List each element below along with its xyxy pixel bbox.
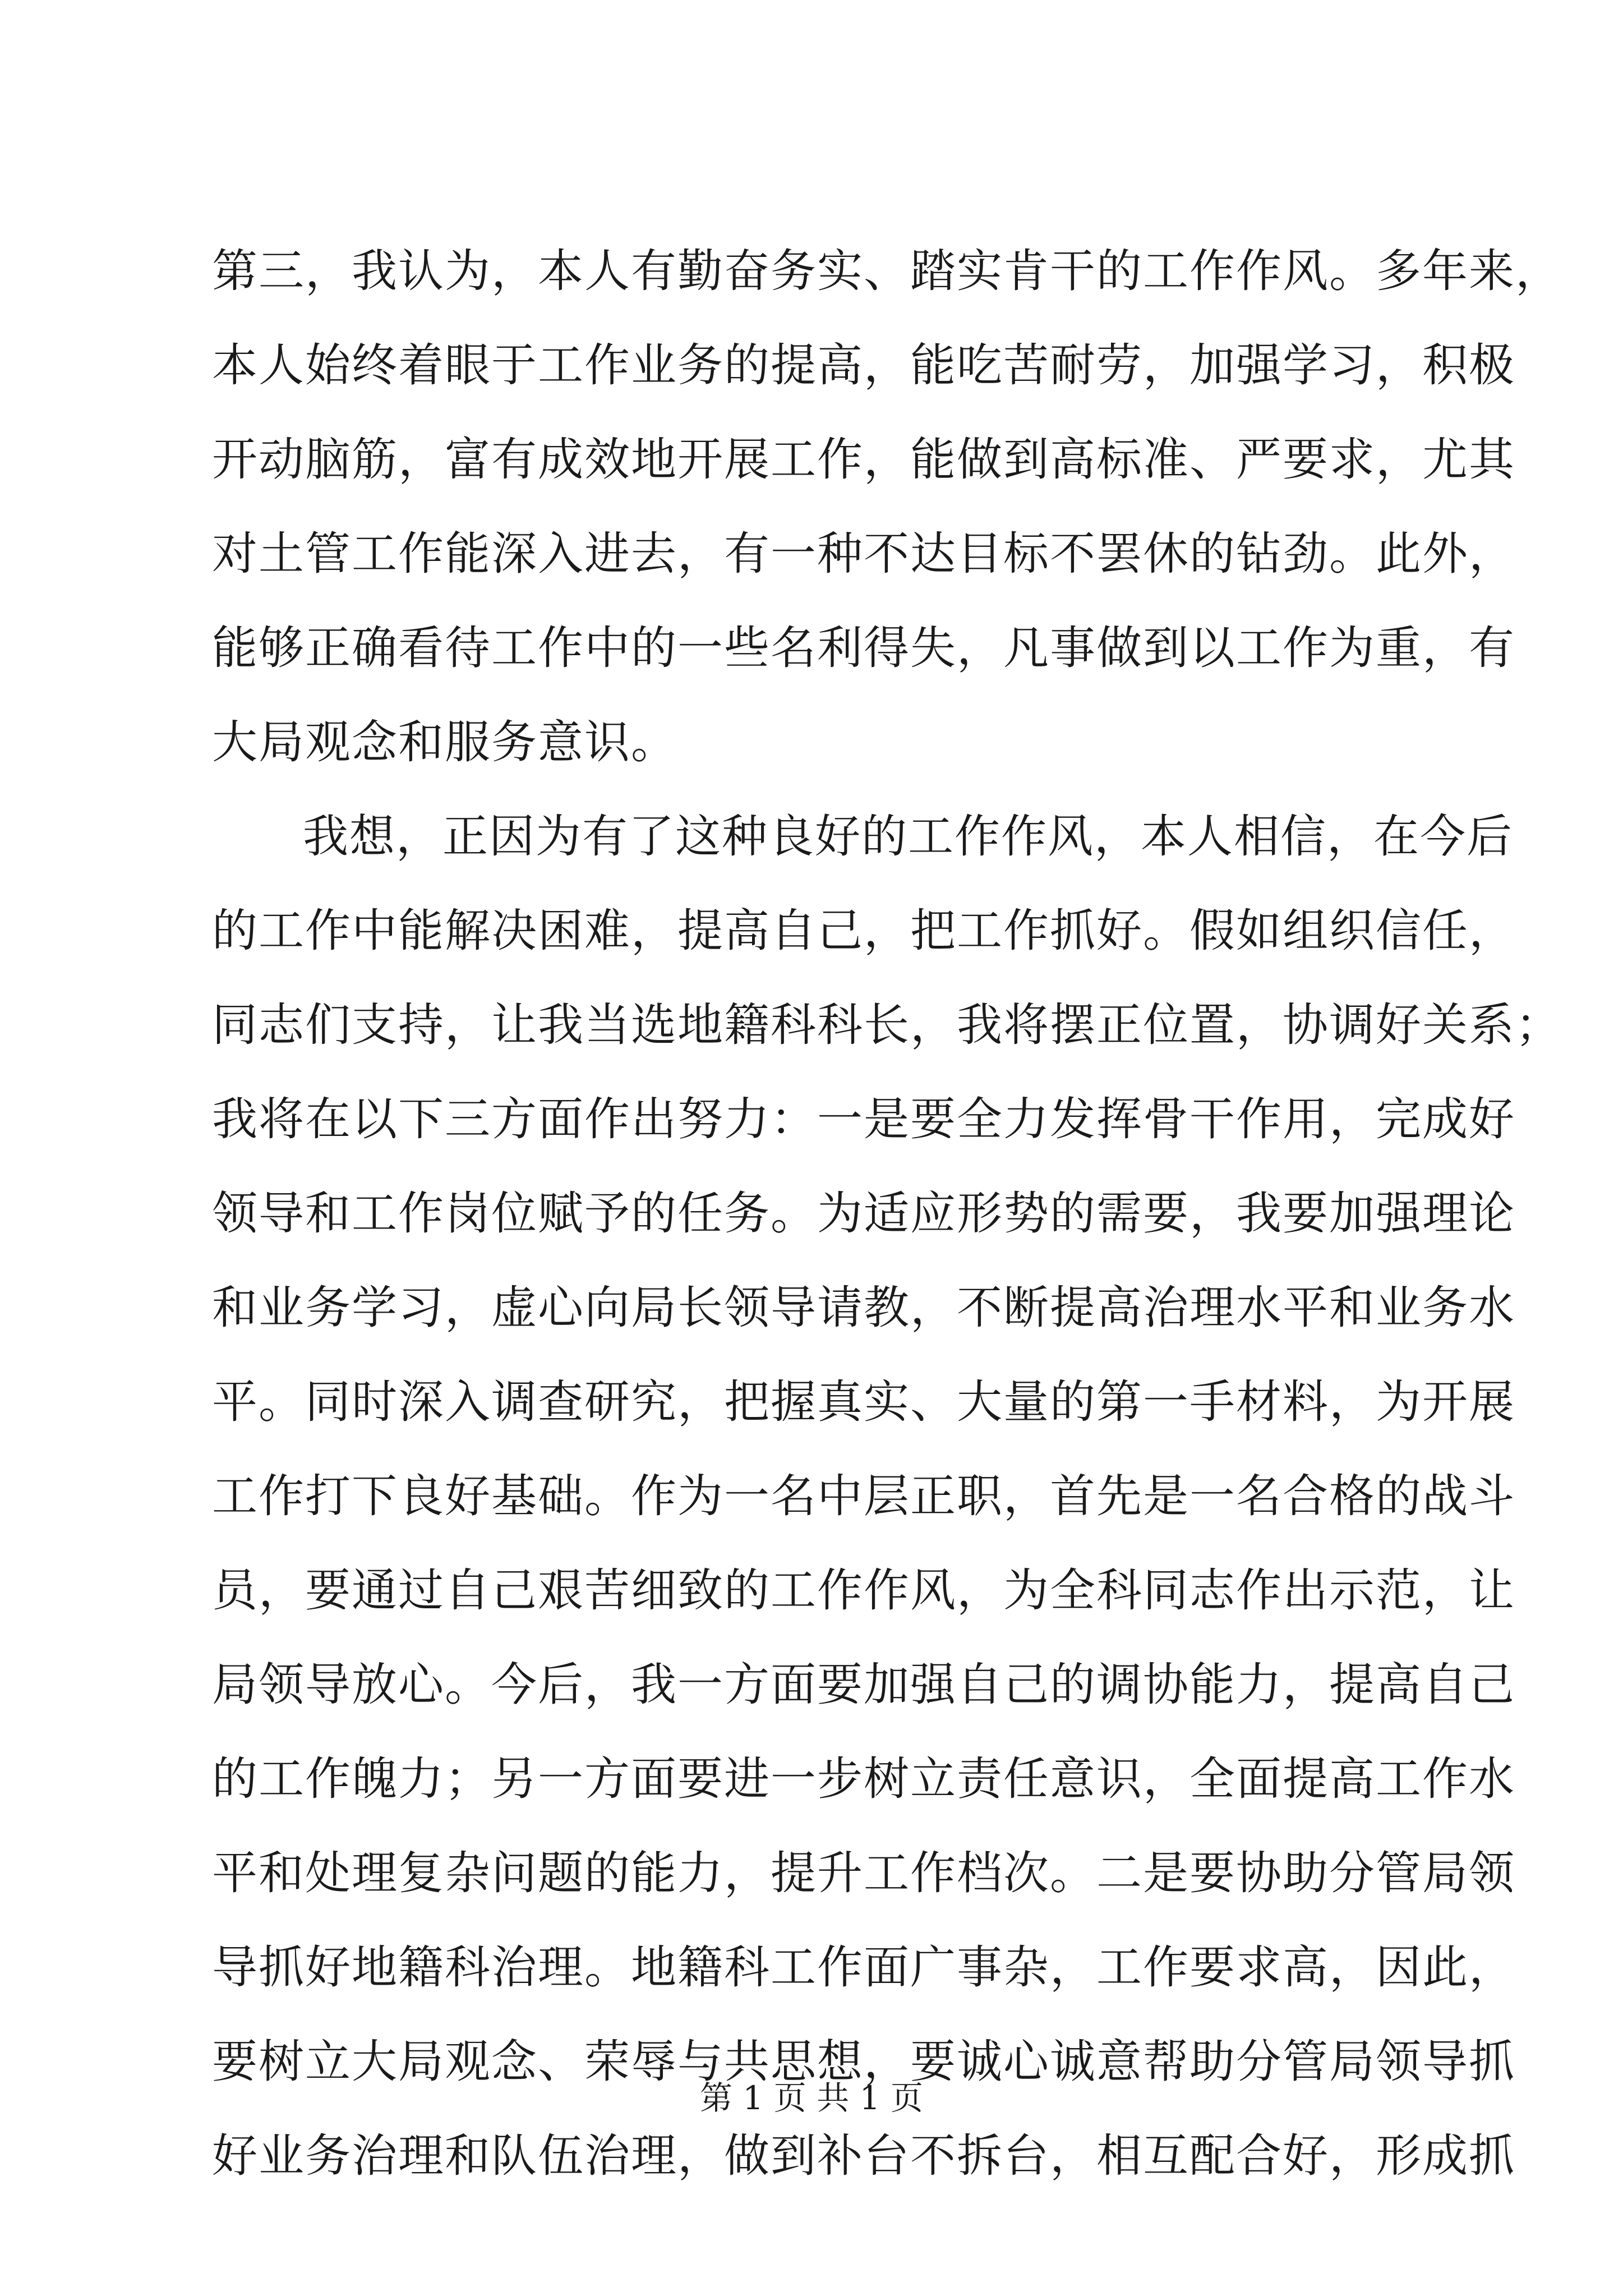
paragraph-2-line-7: 平。同时深入调查研究，把握真实、大量的第一手材料，为开展 bbox=[212, 1376, 1516, 1429]
paragraph-2-line-15: 好业务治理和队伍治理，做到补台不拆台，相互配合好，形成抓 bbox=[212, 2130, 1516, 2183]
paragraph-1-line-6: 大局观念和服务意识。 bbox=[212, 716, 678, 769]
paragraph-2-line-2: 的工作中能解决困难，提高自己，把工作抓好。假如组织信任， bbox=[212, 905, 1516, 958]
paragraph-1-line-2: 本人始终着眼于工作业务的提高，能吃苦耐劳，加强学习，积极 bbox=[212, 339, 1516, 392]
paragraph-1-line-4: 对土管工作能深入进去，有一种不达目标不罢休的钻劲。此外， bbox=[212, 528, 1516, 581]
paragraph-2-line-8: 工作打下良好基础。作为一名中层正职，首先是一名合格的战斗 bbox=[212, 1470, 1516, 1523]
paragraph-1-line-5: 能够正确看待工作中的一些名利得失，凡事做到以工作为重，有 bbox=[212, 622, 1516, 675]
paragraph-1-line-3: 开动脑筋，富有成效地开展工作，能做到高标准、严要求，尤其 bbox=[212, 434, 1516, 486]
paragraph-1-line-1: 第三，我认为，本人有勤奋务实、踏实肯干的工作作风。多年来， bbox=[212, 245, 1562, 298]
paragraph-2-line-6: 和业务学习，虚心向局长领导请教，不断提高治理水平和业务水 bbox=[212, 1282, 1516, 1335]
page-number-footer: 第 1 页 共 1 页 bbox=[700, 2079, 923, 2117]
paragraph-2-line-1: 我想，正因为有了这种良好的工作作风，本人相信，在今后 bbox=[303, 811, 1514, 863]
paragraph-2-line-9: 员，要通过自己艰苦细致的工作作风，为全科同志作出示范，让 bbox=[212, 1565, 1516, 1617]
paragraph-2-line-5: 领导和工作岗位赋予的任务。为适应形势的需要，我要加强理论 bbox=[212, 1188, 1516, 1240]
paragraph-2-line-10: 局领导放心。今后，我一方面要加强自己的调协能力，提高自己 bbox=[212, 1659, 1516, 1711]
paragraph-2-line-13: 导抓好地籍科治理。地籍科工作面广事杂，工作要求高，因此， bbox=[212, 1941, 1516, 1994]
paragraph-2-line-3: 同志们支持，让我当选地籍科科长，我将摆正位置，协调好关系； bbox=[212, 999, 1562, 1052]
paragraph-2-line-4: 我将在以下三方面作出努力：一是要全力发挥骨干作用，完成好 bbox=[212, 1093, 1516, 1146]
paragraph-2-line-14: 要树立大局观念、荣辱与共思想，要诚心诚意帮助分管局领导抓 bbox=[212, 2036, 1516, 2088]
paragraph-2-line-12: 平和处理复杂问题的能力，提升工作档次。二是要协助分管局领 bbox=[212, 1847, 1516, 1900]
body-text bbox=[212, 224, 1562, 2203]
paragraph-2-line-11: 的工作魄力；另一方面要进一步树立责任意识，全面提高工作水 bbox=[212, 1753, 1516, 1806]
